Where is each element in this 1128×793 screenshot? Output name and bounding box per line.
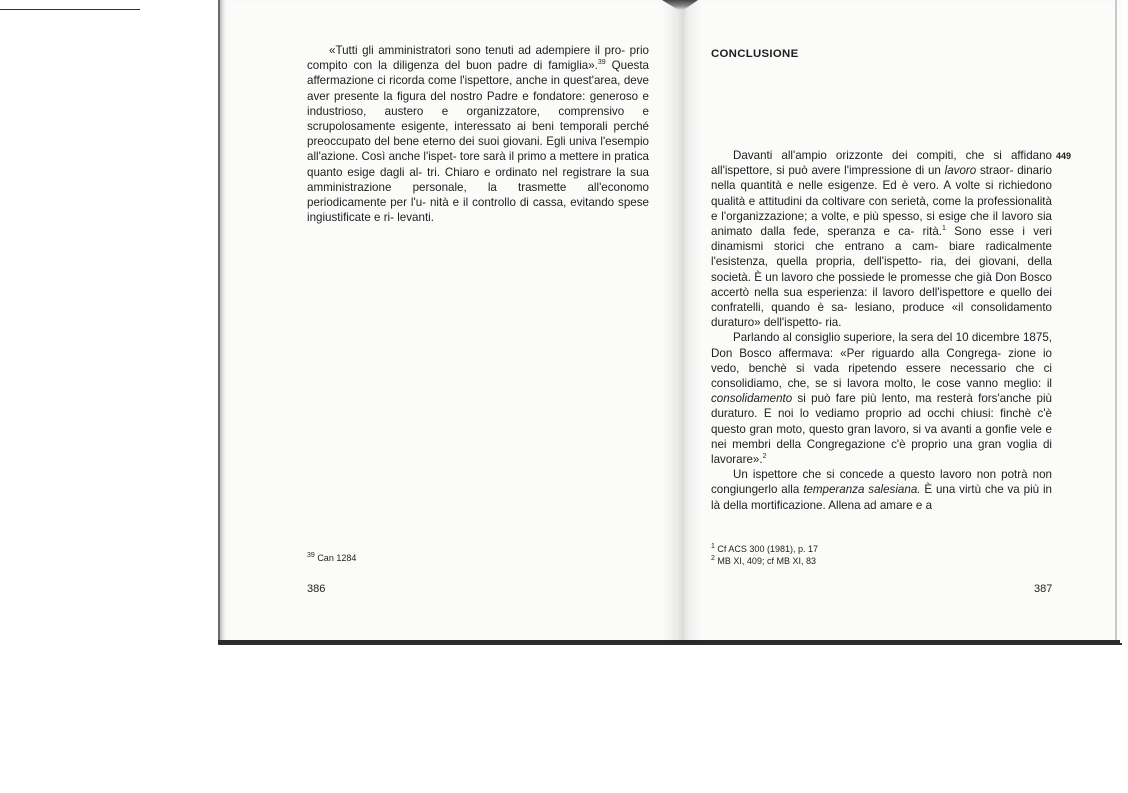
left-page-body bbox=[307, 43, 649, 225]
paragraph-3: Un ispettore che si concede a questo lavoro non potrà non congiungerlo alla temperanza salesiana. È una virtù che va più in là della mortificazione. Allena ad amare e a bbox=[711, 468, 1052, 512]
page-number: 387 bbox=[1034, 583, 1053, 595]
footnote: $^2$ MB XI, 409; cf MB XI, 83 bbox=[711, 554, 816, 566]
chapter-heading: CONCLUSIONE bbox=[711, 48, 799, 60]
book-gutter bbox=[662, 0, 702, 643]
page-number: 386 bbox=[307, 583, 326, 595]
footnote: $^1$ Cf ACS 300 (1981), p. 17 bbox=[711, 543, 818, 554]
footnote-ref: 2 bbox=[762, 453, 767, 461]
paragraph-1: Davanti all'ampio orizzonte dei compiti, che si affidano all'ispettore, si può avere l'impressione di un lavoro straor- dinario nella quantità e nelle esigenze. Ed è vero. A volte si richiedono qualità e attitudini da coltivare con serietà, come la professionalità e l'organizzazione; a volte, e più spesso, si esige che il lavoro sia animato dalla fede, speranza e ca- rità.$^1$ Sono esse i veri dinamismi storici che entrano a cam- biare radicalmente l'esistenza, quella propria, dell'ispetto- ria, dei giovani, della società. È un lavoro che possiede le promesse che già Don Bosco accertò nella sua esperienza: il lavoro dell'ispettore e quello dei confratelli, quando è sa- lesiano, produce «il consolidamento duraturo» dell'ispetto- ria. bbox=[711, 149, 1053, 330]
footnote-ref: 39 bbox=[597, 59, 606, 67]
paragraph-2: Parlando al consiglio superiore, la sera del 10 dicembre 1875, Don Bosco affermava: «Per riguardo alla Congrega- zione io vedo, benchè si vada ripetendo essere necessario che ci consolidiamo, che, se si lavora molto, le cose vanno meglio: il consolidamento si può fare più lento, ma resterà fors'anche più duraturo. E noi lo vediamo proprio ad occhi chiusi: finchè c'è questo gran moto, questo gran lavoro, si va avanti a gonfie vele e nei membri della Congregazione c'è proprio una gran voglia di lavorare».$^2$ bbox=[711, 331, 1053, 467]
right-page-body bbox=[711, 148, 1052, 513]
footnote: $^{39}$ Can 1284 bbox=[307, 552, 357, 563]
scan-edge-line bbox=[0, 9, 140, 10]
footnote-ref: 1 bbox=[942, 225, 946, 233]
page-edge bbox=[1115, 0, 1117, 640]
margin-number: 449 bbox=[1056, 151, 1072, 161]
left-paragraph: «Tutti gli amministratori sono tenuti ad adempiere il pro- prio compito con la diligenza del buon padre di famiglia».$^{39}$ Questa affermazione ci ricorda come l'ispettore, anche in quest'area, deve aver presente la figura del nostro Padre e fondatore: generoso e industrioso, austero e organizzatore, comprensivo e scrupolosamente esigente, interessato ai beni temporali perché preoccupato del bene eterno dei suoi giovani. Egli univa l'esempio all'azione. Così anche l'ispet- tore sarà il primo a mettere in pratica quanto esige dagli al- tri. Chiaro e ordinato nel registrare la sua amministrazione personale, la trasmette all'economo periodicamente per l'u- nità e il controllo di cassa, evitando spese ingiustificate e ri- levanti. bbox=[307, 44, 649, 225]
footnotes bbox=[711, 544, 818, 567]
